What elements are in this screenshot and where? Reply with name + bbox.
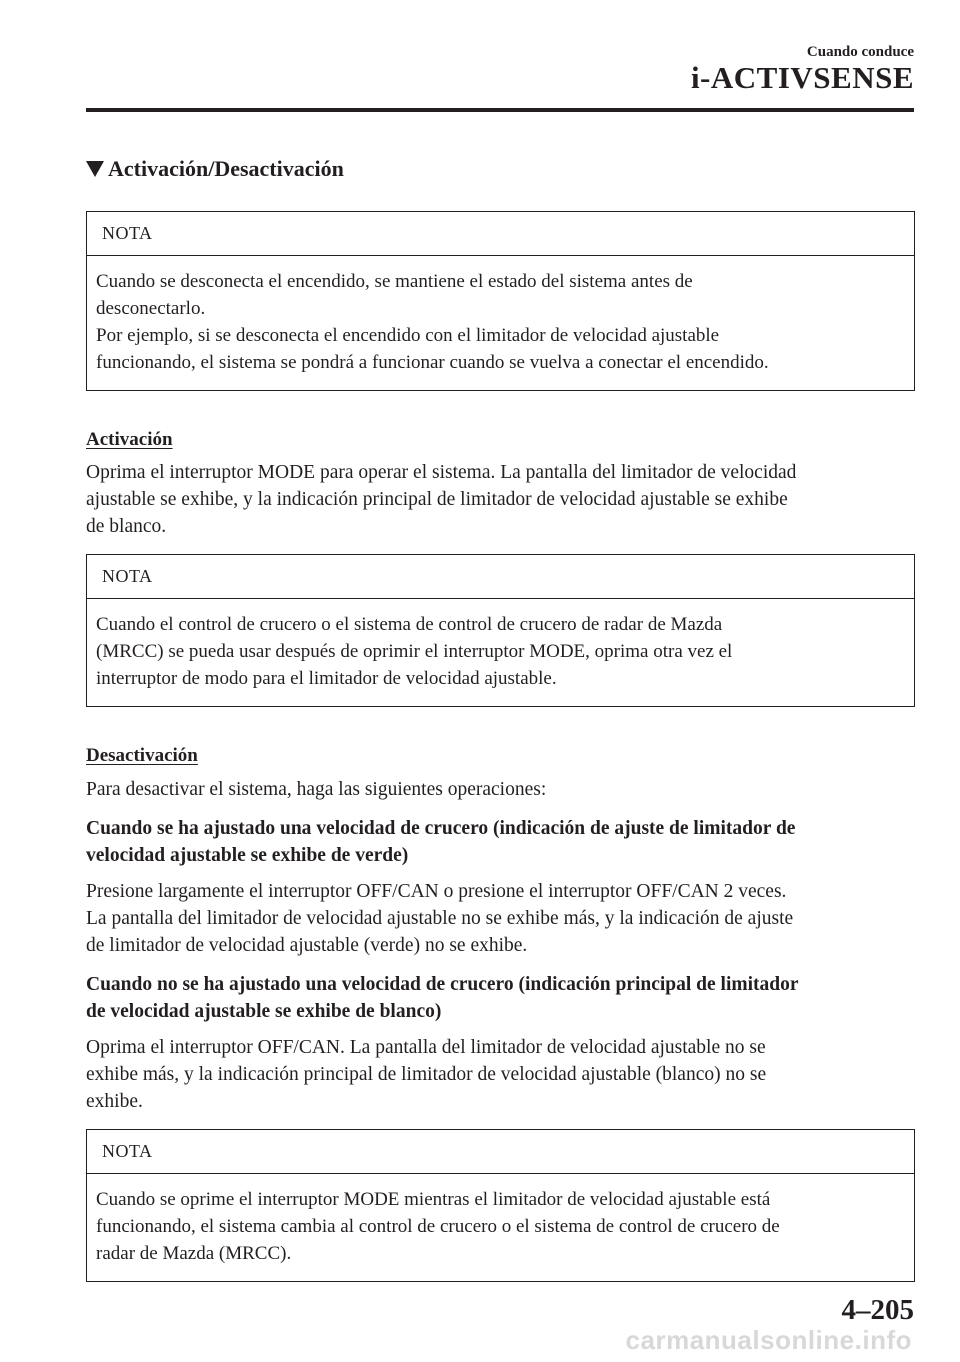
section-title-text: Activación/Desactivación [108, 156, 344, 181]
note-line: Cuando se desconecta el encendido, se mantiene el estado del sistema antes de [96, 271, 693, 292]
text-line: ajustable se exhibe, y la indicación principal de limitador de velocidad ajustable se exhibe [86, 489, 788, 510]
note-line: Cuando el control de crucero o el sistema de control de crucero de radar de Mazda [96, 614, 723, 635]
note-label: NOTA [87, 212, 914, 256]
text-line: de velocidad ajustable se exhibe de blanco) [86, 1001, 442, 1022]
note-line: desconectarlo. [96, 298, 206, 319]
note-line: interruptor de modo para el limitador de velocidad ajustable. [96, 668, 557, 689]
header-chapter: i-ACTIVSENSE [690, 60, 914, 95]
text-line: Cuando se ha ajustado una velocidad de crucero (indicación de ajuste de limitador de [86, 818, 796, 839]
case2-body [86, 1034, 915, 1115]
note-box-3 [86, 1129, 915, 1282]
section-title [86, 156, 915, 182]
note-label: NOTA [87, 555, 914, 599]
watermark: carmanualsonline.info [625, 1325, 912, 1355]
note-line: funcionando, el sistema se pondrá a funcionar cuando se vuelva a conectar el encendido. [96, 352, 769, 373]
header-section: Cuando conduce [806, 44, 914, 60]
case1-body [86, 878, 915, 959]
page-number-value: 205 [870, 1294, 914, 1326]
page-number-separator: – [856, 1294, 871, 1326]
note-body-1 [87, 256, 914, 390]
text-line: de limitador de velocidad ajustable (verde) no se exhibe. [86, 935, 528, 956]
activation-heading: Activación [86, 429, 173, 450]
triangle-down-icon [86, 161, 104, 177]
text-line: Oprima el interruptor MODE para operar el sistema. La pantalla del limitador de velocidad [86, 462, 797, 483]
note-line: radar de Mazda (MRCC). [96, 1243, 292, 1264]
text-line: Oprima el interruptor OFF/CAN. La pantalla del limitador de velocidad ajustable no se [86, 1037, 766, 1058]
note-box-1 [86, 211, 915, 391]
case2-title [86, 971, 915, 1025]
note-line: Cuando se oprime el interruptor MODE mientras el limitador de velocidad ajustable está [96, 1189, 771, 1210]
text-line: de blanco. [86, 516, 167, 537]
note-body-3 [87, 1174, 914, 1281]
chapter-number: 4 [841, 1294, 856, 1326]
text-line: Presione largamente el interruptor OFF/CAN o presione el interruptor OFF/CAN 2 veces. [86, 881, 787, 902]
case1-title [86, 815, 915, 869]
deactivation-heading: Desactivación [86, 745, 198, 766]
header-rule [86, 108, 914, 112]
text-line: exhibe. [86, 1091, 143, 1112]
page-number [842, 1294, 915, 1327]
note-label: NOTA [87, 1130, 914, 1174]
page-content [86, 156, 915, 1282]
note-line: Por ejemplo, si se desconecta el encendido con el limitador de velocidad ajustable [96, 325, 720, 346]
note-line: (MRCC) se pueda usar después de oprimir el interruptor MODE, oprima otra vez el [96, 641, 733, 662]
text-line: La pantalla del limitador de velocidad ajustable no se exhibe más, y la indicación de ajuste [86, 908, 794, 929]
activation-text [86, 459, 915, 540]
text-line: velocidad ajustable se exhibe de verde) [86, 845, 409, 866]
note-box-2 [86, 554, 915, 707]
note-line: funcionando, el sistema cambia al control de crucero o el sistema de control de crucero de [96, 1216, 780, 1237]
deactivation-intro: Para desactivar el sistema, haga las siguientes operaciones: [86, 779, 547, 800]
text-line: Cuando no se ha ajustado una velocidad de crucero (indicación principal de limitador [86, 974, 799, 995]
note-body-2 [87, 599, 914, 706]
text-line: exhibe más, y la indicación principal de limitador de velocidad ajustable (blanco) no se [86, 1064, 767, 1085]
